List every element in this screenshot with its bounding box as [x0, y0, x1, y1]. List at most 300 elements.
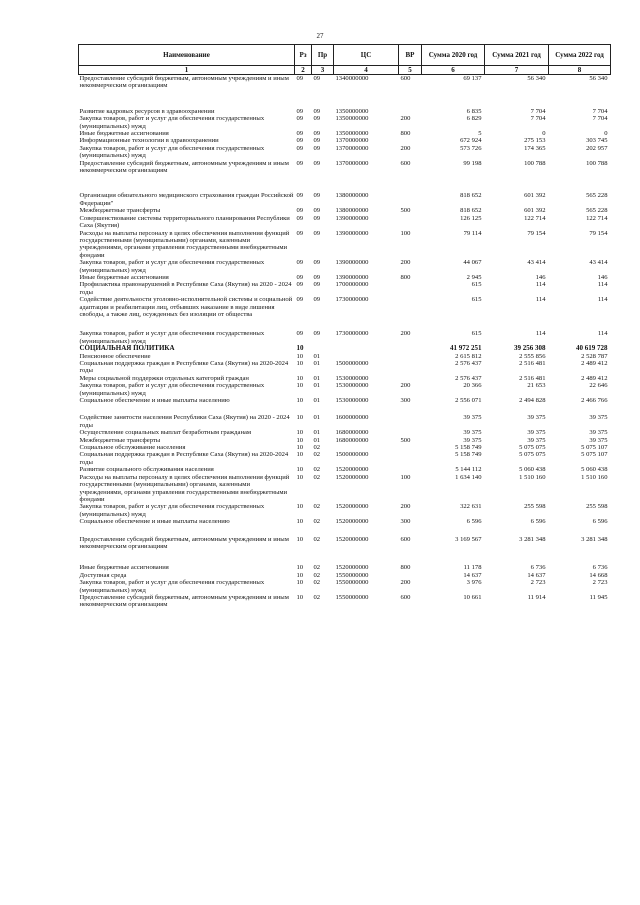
row-cs: 1370000000: [335, 144, 369, 152]
row-cs: 1530000000: [335, 397, 369, 405]
table-row: [79, 451, 611, 466]
row-name: Осуществление социальных выплат безработным гражданам: [79, 429, 252, 437]
row-rz: 10: [296, 382, 304, 390]
row-rz: 10: [296, 503, 304, 511]
row-name: Меры социальной поддержки отдельных категорий граждан: [79, 374, 249, 382]
row-sum-2022: 39 375: [589, 414, 608, 422]
row-sum-2020: 39 375: [463, 429, 482, 437]
row-name: Закупка товаров, работ и услуг для обеспечения государственных (муниципальных) нужд: [79, 115, 265, 130]
table-header-row: [79, 45, 611, 66]
row-pr: 02: [313, 593, 321, 601]
row-sum-2020: 5: [478, 130, 482, 138]
row-rz: 10: [296, 444, 304, 452]
row-pr: 01: [313, 397, 321, 405]
row-sum-2022: 40 619 728: [576, 344, 608, 353]
table-row: [79, 130, 611, 137]
row-cs: 1340000000: [334, 75, 399, 108]
row-name: Развитие кадровых ресурсов в здравоохранении: [79, 107, 215, 115]
row-name: Доступная среда: [79, 571, 127, 579]
row-cs: 1520000000: [335, 518, 369, 526]
row-sum-2021: 79 154: [527, 229, 546, 237]
row-sum-2021: 5 060 438: [519, 466, 546, 474]
header-pr: Пр: [312, 45, 334, 66]
column-index: 6: [422, 66, 485, 75]
row-cs: 1680000000: [335, 429, 369, 437]
row-sum-2021: 0: [542, 130, 546, 138]
row-rz: 09: [296, 144, 304, 152]
column-index: 7: [485, 66, 549, 75]
row-sum-2022: 5 060 438: [581, 466, 608, 474]
row-cs: 1350000000: [335, 115, 369, 123]
table-row: [79, 429, 611, 436]
row-pr: 09: [313, 107, 321, 115]
row-vr: 200: [400, 503, 411, 511]
row-pr: 02: [313, 579, 321, 587]
row-name: Расходы на выплаты персоналу в целях обеспечения выполнения функций государственными (муниципальными) органами, казенными учреждениями, органами управления государственными внебюджетными фондами: [79, 229, 290, 259]
row-pr: 09: [313, 259, 321, 267]
table-row: [79, 192, 611, 207]
row-pr: 09: [313, 144, 321, 152]
row-sum-2022: 1 510 160: [581, 473, 608, 481]
row-sum-2020: 2 576 437: [455, 360, 482, 367]
table-row: [79, 296, 611, 330]
row-rz: 09: [296, 281, 304, 289]
row-pr: 01: [313, 352, 321, 360]
row-pr: 02: [313, 451, 321, 459]
column-index: 2: [295, 66, 312, 75]
row-pr: 01: [313, 382, 321, 390]
row-name: Социальное обеспечение и иные выплаты населению: [79, 518, 230, 526]
row-sum-2022: 14 668: [589, 571, 608, 579]
row-pr: 09: [313, 115, 321, 123]
row-rz: 09: [296, 192, 304, 200]
row-cs: 1390000000: [335, 229, 369, 237]
row-pr: 02: [313, 535, 321, 543]
row-sum-2021: 1 510 160: [519, 473, 546, 481]
row-vr: [399, 444, 422, 451]
table-body: [79, 75, 611, 609]
row-sum-2020: 5 144 112: [455, 466, 482, 474]
row-cs: 1390000000: [335, 259, 369, 267]
row-sum-2020: 79 114: [463, 229, 482, 237]
row-sum-2021: 146: [535, 273, 546, 281]
row-pr: 01: [313, 429, 321, 437]
header-cs: ЦС: [334, 45, 399, 66]
row-cs: 1700000000: [335, 281, 369, 289]
row-sum-2022: 2 466 766: [581, 397, 608, 405]
table-row: [79, 466, 611, 473]
row-cs: [334, 353, 399, 360]
row-vr: 300: [400, 397, 411, 405]
table-row: [79, 397, 611, 414]
row-cs: 1390000000: [335, 273, 369, 281]
row-vr: [399, 215, 422, 230]
row-sum-2020: 3 976: [466, 579, 482, 587]
row-name: Закупка товаров, работ и услуг для обеспечения государственных (муниципальных) нужд: [79, 382, 265, 397]
row-sum-2022: 114: [597, 281, 608, 289]
row-sum-2021: 21 653: [527, 382, 546, 390]
row-vr: [399, 572, 422, 579]
row-vr: [399, 281, 422, 296]
row-rz: 10: [296, 564, 304, 572]
row-sum-2022: 100 788: [586, 159, 608, 167]
column-index: 4: [334, 66, 399, 75]
column-index: 5: [399, 66, 422, 75]
row-sum-2021: 2 723: [530, 579, 546, 587]
column-index: 8: [549, 66, 611, 75]
row-sum-2020: 1 634 140: [455, 473, 482, 481]
table-row: [79, 444, 611, 451]
row-vr: 600: [400, 159, 411, 167]
row-vr: [399, 296, 422, 330]
row-name: Предоставление субсидий бюджетным, автономным учреждениям и иным некоммерческим организациям: [79, 159, 289, 175]
row-pr: 09: [313, 130, 321, 138]
row-sum-2021: 114: [535, 281, 546, 289]
row-sum-2021: 39 375: [527, 429, 546, 437]
row-rz: 09: [296, 130, 304, 138]
row-cs: 1350000000: [335, 107, 369, 115]
row-cs: 1550000000: [335, 593, 369, 601]
row-sum-2020: 6 596: [466, 518, 482, 526]
row-sum-2021: 6 596: [530, 518, 546, 526]
row-pr: 01: [313, 374, 321, 382]
row-vr: 500: [400, 436, 411, 444]
row-vr: [399, 345, 422, 352]
row-rz: 10: [296, 360, 304, 367]
row-rz: 10: [296, 436, 304, 444]
row-sum-2020: 6 835: [466, 107, 482, 115]
row-cs: [334, 444, 399, 451]
row-vr: [399, 429, 422, 436]
row-name: Иные бюджетные ассигнования: [79, 564, 169, 572]
row-sum-2020: 2 576 437: [455, 374, 482, 382]
row-sum-2020: 126 125: [460, 214, 482, 222]
table-row: [79, 536, 611, 565]
row-sum-2021: 2 494 828: [519, 397, 546, 405]
row-sum-2020: 5 158 749: [455, 444, 482, 452]
row-name: Содействие занятости населения Республики Саха (Якутия) на 2020 - 2024 годы: [79, 414, 290, 429]
row-sum-2021: 114: [535, 296, 546, 304]
row-cs: 1520000000: [335, 564, 369, 572]
row-sum-2020: 3 169 567: [455, 535, 482, 543]
row-cs: 1500000000: [335, 360, 369, 367]
row-pr: 02: [313, 564, 321, 572]
row-rz: 10: [296, 352, 304, 360]
row-pr: 09: [313, 214, 321, 222]
row-sum-2022: 122 714: [586, 214, 608, 222]
row-name: Развитие социального обслуживания населения: [79, 466, 214, 474]
row-cs: 1520000000: [335, 473, 369, 481]
row-vr: 600: [400, 593, 411, 601]
table-row: [79, 503, 611, 518]
table-row: [79, 579, 611, 594]
row-rz: 10: [296, 451, 304, 459]
row-rz: 09: [295, 75, 312, 108]
row-sum-2022: 11 945: [589, 593, 608, 601]
row-pr: 02: [313, 444, 321, 452]
row-sum-2022: 114: [597, 330, 608, 338]
row-sum-2020: 6 829: [466, 115, 482, 123]
row-sum-2022: 2 489 412: [581, 374, 608, 382]
row-rz: 09: [296, 296, 304, 304]
row-sum-2020: 818 652: [460, 207, 482, 215]
row-sum-2022: 43 414: [589, 259, 608, 267]
row-sum-2021: 11 914: [527, 593, 546, 601]
row-sum-2020: 5 158 749: [455, 451, 482, 459]
column-index: 3: [312, 66, 334, 75]
row-vr: [399, 451, 422, 466]
row-sum-2021: 174 365: [524, 144, 546, 152]
row-sum-2020: 20 366: [463, 382, 482, 390]
row-name: Социальное обеспечение и иные выплаты населению: [79, 397, 230, 405]
row-vr: [399, 108, 422, 115]
row-sum-2021: 5 075 075: [519, 444, 546, 452]
row-pr: 09: [313, 207, 321, 215]
row-sum-2021: 2 516 481: [519, 374, 546, 382]
table-row: [79, 259, 611, 274]
row-rz: 10: [296, 397, 304, 405]
row-name: Социальная поддержка граждан в Республике Саха (Якутия) на 2020-2024 годы: [79, 360, 289, 375]
row-sum-2020: 2 945: [466, 273, 482, 281]
row-sum-2020: 615: [471, 330, 482, 338]
row-cs: 1550000000: [335, 579, 369, 587]
row-vr: 800: [400, 273, 411, 281]
row-sum-2022: 22 646: [589, 382, 608, 390]
row-vr: 200: [400, 330, 411, 338]
row-cs: 1530000000: [335, 374, 369, 382]
header-sum-2021: Сумма 2021 год: [485, 45, 549, 66]
row-pr: 02: [313, 571, 321, 579]
row-vr: 600: [400, 535, 411, 543]
row-sum-2020: 573 726: [460, 144, 482, 152]
row-sum-2020: 39 375: [463, 436, 482, 444]
row-cs: 1370000000: [335, 159, 369, 167]
row-pr: [312, 345, 334, 352]
row-vr: [399, 137, 422, 144]
row-rz: 09: [296, 137, 304, 145]
row-rz: 10: [296, 374, 304, 382]
row-sum-2022: 2 489 412: [581, 360, 608, 367]
row-name: Предоставление субсидий бюджетным, автономным учреждениям и иным некоммерческим организациям: [79, 75, 295, 108]
row-name: Организация обязательного медицинского страхования граждан Российской Федерации": [79, 192, 294, 207]
row-cs: 1350000000: [335, 130, 369, 138]
row-sum-2022: 7 704: [592, 115, 608, 123]
row-rz: 09: [296, 330, 304, 338]
row-name: Расходы на выплаты персоналу в целях обеспечения выполнения функций государственными (муниципальными) органами, казенными учреждениями, органами управления государственными внебюджетными фондами: [79, 473, 290, 503]
row-vr: 200: [400, 144, 411, 152]
row-cs: 1600000000: [335, 414, 369, 422]
row-cs: 1730000000: [335, 296, 369, 304]
table-row: [79, 345, 611, 352]
row-rz: 10: [296, 466, 304, 474]
row-sum-2021: 7 704: [530, 107, 546, 115]
table-row: [79, 145, 611, 160]
row-cs: 1730000000: [335, 330, 369, 338]
row-sum-2021: 2 555 856: [519, 352, 546, 360]
row-sum-2021: 255 598: [524, 503, 546, 511]
header-sum-2022: Сумма 2022 год: [549, 45, 611, 66]
row-sum-2022: 3 281 348: [581, 535, 608, 543]
table-row: [79, 281, 611, 296]
row-sum-2021: 39 375: [527, 414, 546, 422]
row-sum-2020: 615: [471, 296, 482, 304]
row-sum-2021: 56 340: [485, 75, 549, 108]
row-sum-2020: 69 137: [422, 75, 485, 108]
row-cs: 1520000000: [335, 466, 369, 474]
row-sum-2020: 44 067: [463, 259, 482, 267]
row-name: Закупка товаров, работ и услуг для обеспечения государственных (муниципальных) нужд: [79, 330, 265, 345]
table-row: [79, 594, 611, 609]
row-rz: 10: [296, 414, 304, 422]
row-name: Информационные технологии в здравоохранении: [79, 137, 219, 145]
row-cs: 1520000000: [335, 535, 369, 543]
header-name: Наименование: [79, 45, 295, 66]
row-sum-2022: 565 228: [586, 207, 608, 215]
row-cs: 1550000000: [335, 571, 369, 579]
row-sum-2020: 11 178: [463, 564, 482, 572]
row-sum-2022: 7 704: [592, 107, 608, 115]
row-rz: 09: [296, 259, 304, 267]
row-rz: 09: [296, 159, 304, 167]
table-row: [79, 382, 611, 397]
row-vr: 200: [400, 259, 411, 267]
table-row: [79, 75, 611, 108]
row-name: Социальная поддержка граждан в Республике Саха (Якутия) на 2020-2024 годы: [79, 451, 289, 466]
row-cs: 1380000000: [335, 192, 369, 200]
table-row: [79, 108, 611, 115]
row-pr: 09: [313, 296, 321, 304]
row-sum-2021: 122 714: [524, 214, 546, 222]
row-rz: 10: [296, 429, 304, 437]
row-name: Иные бюджетные ассигнования: [79, 273, 169, 281]
row-name: Предоставление субсидий бюджетным, автономным учреждениям и иным некоммерческим организациям: [79, 535, 289, 550]
row-vr: [399, 192, 422, 207]
table-row: [79, 414, 611, 429]
row-sum-2021: 14 637: [527, 571, 546, 579]
row-sum-2021: 275 153: [524, 137, 546, 145]
row-pr: 09: [313, 192, 321, 200]
table-row: [79, 230, 611, 260]
row-vr: [399, 360, 422, 375]
row-name: Предоставление субсидий бюджетным, автономным учреждениям и иным некоммерческим организациям: [79, 593, 289, 609]
table-row: [79, 160, 611, 193]
row-sum-2022: 255 598: [586, 503, 608, 511]
table-row: [79, 115, 611, 130]
row-name: Содействие деятельности уголовно-исполнительной системы и социальной адаптации и реабилитации лиц, отбывших наказание в виде лишения свободы, а также лиц, осужденных без изоляции от общества: [79, 296, 293, 318]
row-sum-2022: 5 075 107: [581, 451, 608, 459]
table-row: [79, 207, 611, 214]
row-name: Профилактика правонарушений в Республике Саха (Якутия) на 2020 - 2024 годы: [79, 281, 292, 296]
row-sum-2022: 0: [604, 130, 608, 138]
row-vr: 800: [400, 564, 411, 572]
row-pr: 01: [313, 436, 321, 444]
row-sum-2021: 3 281 348: [519, 535, 546, 543]
row-sum-2021: 43 414: [527, 259, 546, 267]
row-name: Совершенствование системы территориального планирования Республики Саха (Якутия): [79, 214, 290, 230]
table-row: [79, 437, 611, 444]
row-sum-2021: 5 075 075: [519, 451, 546, 459]
page-number: 27: [316, 32, 324, 40]
row-sum-2022: 146: [597, 273, 608, 281]
row-rz: 10: [296, 571, 304, 579]
row-pr: 09: [313, 281, 321, 289]
row-sum-2022: 5 075 107: [581, 444, 608, 452]
row-sum-2020: 99 198: [463, 159, 482, 167]
row-vr: 200: [400, 382, 411, 390]
row-name: Пенсионное обеспечение: [79, 352, 151, 360]
row-sum-2022: 6 736: [592, 564, 608, 572]
row-pr: 02: [313, 518, 321, 526]
row-rz: 10: [296, 593, 304, 601]
row-vr: [399, 414, 422, 429]
column-index-row: [79, 66, 611, 75]
row-name: Закупка товаров, работ и услуг для обеспечения государственных (муниципальных) нужд: [79, 579, 265, 594]
row-cs: 1530000000: [335, 382, 369, 390]
row-rz: 09: [296, 214, 304, 222]
table-row: [79, 137, 611, 144]
row-name: Закупка товаров, работ и услуг для обеспечения государственных (муниципальных) нужд: [79, 259, 265, 274]
row-sum-2021: 6 736: [530, 564, 546, 572]
row-name: Закупка товаров, работ и услуг для обеспечения государственных (муниципальных) нужд: [79, 144, 265, 160]
row-rz: 10: [296, 344, 304, 353]
row-sum-2022: 39 375: [589, 429, 608, 437]
row-pr: 01: [313, 414, 321, 422]
row-sum-2022: 114: [597, 296, 608, 304]
row-sum-2022: 2 723: [592, 579, 608, 587]
row-name: Иные бюджетные ассигнования: [79, 130, 169, 138]
row-pr: 02: [313, 473, 321, 481]
row-sum-2021: 7 704: [530, 115, 546, 123]
row-cs: 1370000000: [335, 137, 369, 145]
row-sum-2020: 41 972 251: [450, 344, 482, 353]
table-row: [79, 518, 611, 535]
table-row: [79, 353, 611, 360]
row-pr: 09: [312, 75, 334, 108]
row-sum-2022: 303 745: [586, 137, 608, 145]
row-cs: 1680000000: [335, 436, 369, 444]
row-sum-2020: 2 556 071: [455, 397, 482, 405]
table-row: [79, 564, 611, 571]
header-vr: ВР: [399, 45, 422, 66]
row-pr: 01: [313, 360, 321, 367]
row-sum-2021: 39 375: [527, 436, 546, 444]
row-sum-2021: 2 516 481: [519, 360, 546, 367]
row-vr: 300: [400, 518, 411, 526]
row-vr: [399, 353, 422, 360]
row-vr: 100: [400, 229, 411, 237]
row-sum-2020: 322 631: [460, 503, 482, 511]
table-row: [79, 215, 611, 230]
row-pr: 09: [313, 273, 321, 281]
row-sum-2021: 601 392: [524, 192, 546, 200]
row-vr: 800: [400, 130, 411, 138]
row-cs: 1390000000: [335, 214, 369, 222]
row-vr: 100: [400, 473, 411, 481]
row-sum-2021: 39 256 308: [514, 344, 546, 353]
row-rz: 09: [296, 115, 304, 123]
row-sum-2021: 100 788: [524, 159, 546, 167]
row-sum-2020: 2 615 812: [455, 352, 482, 360]
row-rz: 10: [296, 473, 304, 481]
row-rz: 10: [296, 579, 304, 587]
row-pr: 09: [313, 137, 321, 145]
table-row: [79, 274, 611, 281]
row-name: СОЦИАЛЬНАЯ ПОЛИТИКА: [79, 344, 175, 353]
row-sum-2022: 565 228: [586, 192, 608, 200]
row-pr: 09: [313, 229, 321, 237]
row-cs: 1500000000: [335, 451, 369, 459]
budget-table: [78, 44, 611, 609]
